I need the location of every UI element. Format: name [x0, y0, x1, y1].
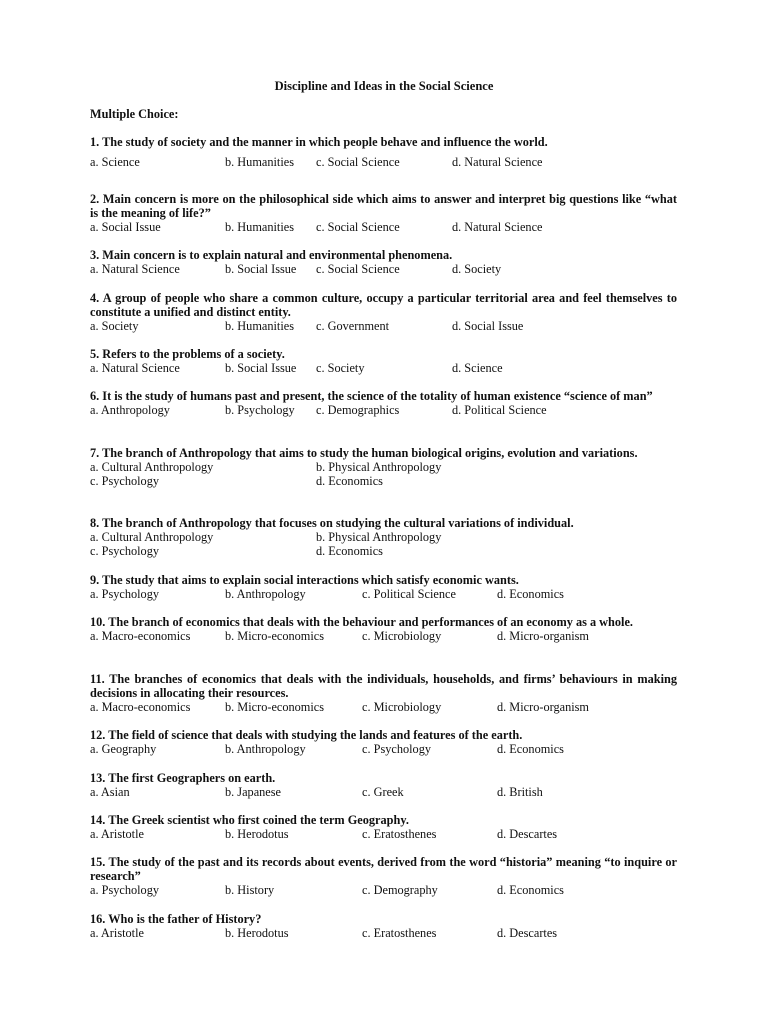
option-b: b. Humanities: [225, 155, 294, 169]
option-b: b. Social Issue: [225, 262, 297, 276]
question-5: [90, 347, 677, 375]
section-heading: Multiple Choice:: [90, 107, 179, 121]
question-stem: 11. The branches of economics that deals with the individuals, households, and firms’ behaviours in making decisions in allocating their resources.: [90, 672, 677, 700]
option-c: c. Eratosthenes: [362, 827, 437, 841]
question-1: [90, 135, 677, 169]
option-a: a. Social Issue: [90, 220, 161, 234]
option-d: d. Economics: [316, 544, 383, 558]
question-13: [90, 771, 677, 799]
question-stem: 5. Refers to the problems of a society.: [90, 347, 285, 361]
options-row: [90, 319, 677, 333]
question-14: [90, 813, 677, 841]
question-9: [90, 573, 677, 601]
question-7: [90, 446, 677, 488]
option-b: b. Humanities: [225, 319, 294, 333]
option-d: d. Descartes: [497, 926, 558, 940]
option-b: b. Micro-economics: [225, 629, 325, 643]
option-b: b. Herodotus: [225, 827, 289, 841]
question-2: [90, 192, 677, 234]
option-b: b. Social Issue: [225, 361, 297, 375]
option-a: a. Macro-economics: [90, 629, 191, 643]
option-c: c. Demographics: [316, 403, 400, 417]
option-a: a. Geography: [90, 742, 157, 756]
option-d: d. Political Science: [452, 403, 547, 417]
option-d: d. Social Issue: [452, 319, 524, 333]
question-16: [90, 912, 677, 940]
options-row: [90, 785, 677, 799]
question-11: [90, 672, 677, 714]
option-a: a. Psychology: [90, 587, 159, 601]
option-b: b. Physical Anthropology: [316, 530, 442, 544]
question-stem: 4. A group of people who share a common culture, occupy a particular territorial area and feel themselves to constitute a unified and distinct entity.: [90, 291, 677, 319]
option-d: d. Micro-organism: [497, 629, 589, 643]
option-d: d. Natural Science: [452, 220, 543, 234]
options-grid: [90, 460, 677, 488]
question-stem: 15. The study of the past and its records about events, derived from the word “historia” meaning “to inquire or research”: [90, 855, 677, 883]
question-stem: 2. Main concern is more on the philosophical side which aims to answer and interpret big questions like “what is the meaning of life?”: [90, 192, 677, 220]
option-c: c. Microbiology: [362, 700, 442, 714]
question-3: [90, 248, 677, 276]
option-d: d. Economics: [497, 587, 564, 601]
question-stem: 7. The branch of Anthropology that aims to study the human biological origins, evolution and variations.: [90, 446, 638, 460]
question-12: [90, 728, 677, 756]
options-row: [90, 827, 677, 841]
option-a: a. Psychology: [90, 883, 159, 897]
options-row: [90, 629, 677, 643]
option-b: b. Psychology: [225, 403, 295, 417]
options-row: [90, 403, 677, 417]
question-stem: 3. Main concern is to explain natural and environmental phenomena.: [90, 248, 453, 262]
option-d: d. Natural Science: [452, 155, 543, 169]
option-b: b. History: [225, 883, 275, 897]
option-a: a. Asian: [90, 785, 130, 799]
document-title: Discipline and Ideas in the Social Science: [274, 79, 494, 93]
option-d: d. Science: [452, 361, 503, 375]
options-row: [90, 587, 677, 601]
option-a: a. Cultural Anthropology: [90, 530, 214, 544]
question-4: [90, 291, 677, 333]
option-c: c. Greek: [362, 785, 404, 799]
options-row: [90, 155, 677, 169]
option-d: d. Economics: [316, 474, 383, 488]
option-a: a. Aristotle: [90, 926, 144, 940]
option-d: d. British: [497, 785, 543, 799]
options-row: [90, 361, 677, 375]
question-stem: 13. The first Geographers on earth.: [90, 771, 276, 785]
question-stem: 16. Who is the father of History?: [90, 912, 262, 926]
option-c: c. Social Science: [316, 220, 400, 234]
options-row: [90, 926, 677, 940]
option-b: b. Physical Anthropology: [316, 460, 442, 474]
option-c: c. Political Science: [362, 587, 456, 601]
options-row: [90, 220, 677, 234]
option-c: c. Psychology: [90, 474, 159, 488]
question-stem: 12. The field of science that deals with studying the lands and features of the earth.: [90, 728, 523, 742]
option-c: c. Psychology: [90, 544, 159, 558]
option-a: a. Aristotle: [90, 827, 144, 841]
option-c: c. Government: [316, 319, 390, 333]
option-d: d. Society: [452, 262, 502, 276]
options-row: [90, 883, 677, 897]
question-8: [90, 516, 677, 558]
option-b: b. Micro-economics: [225, 700, 325, 714]
option-b: b. Japanese: [225, 785, 281, 799]
option-c: c. Psychology: [362, 742, 431, 756]
option-d: d. Economics: [497, 883, 564, 897]
option-b: b. Anthropology: [225, 587, 306, 601]
option-c: c. Demography: [362, 883, 438, 897]
option-c: c. Social Science: [316, 262, 400, 276]
question-stem: 14. The Greek scientist who first coined the term Geography.: [90, 813, 409, 827]
option-a: a. Macro-economics: [90, 700, 191, 714]
options-row: [90, 262, 677, 276]
options-row: [90, 742, 677, 756]
option-c: c. Microbiology: [362, 629, 442, 643]
question-6: [90, 389, 677, 417]
question-15: [90, 855, 677, 897]
option-c: c. Social Science: [316, 155, 400, 169]
question-10: [90, 615, 677, 643]
option-a: a. Anthropology: [90, 403, 170, 417]
option-d: d. Micro-organism: [497, 700, 589, 714]
options-row: [90, 700, 677, 714]
question-stem: 9. The study that aims to explain social interactions which satisfy economic wants.: [90, 573, 519, 587]
option-a: a. Cultural Anthropology: [90, 460, 214, 474]
option-a: a. Science: [90, 155, 140, 169]
option-d: d. Descartes: [497, 827, 558, 841]
option-a: a. Natural Science: [90, 262, 180, 276]
option-b: b. Anthropology: [225, 742, 306, 756]
option-a: a. Society: [90, 319, 139, 333]
option-b: b. Herodotus: [225, 926, 289, 940]
option-b: b. Humanities: [225, 220, 294, 234]
question-stem: 1. The study of society and the manner in which people behave and influence the world.: [90, 135, 548, 149]
option-c: c. Society: [316, 361, 365, 375]
option-c: c. Eratosthenes: [362, 926, 437, 940]
option-d: d. Economics: [497, 742, 564, 756]
options-grid: [90, 530, 677, 558]
option-a: a. Natural Science: [90, 361, 180, 375]
question-stem: 10. The branch of economics that deals with the behaviour and performances of an economy as a whole.: [90, 615, 633, 629]
question-stem: 8. The branch of Anthropology that focuses on studying the cultural variations of individual.: [90, 516, 574, 530]
question-stem: 6. It is the study of humans past and present, the science of the totality of human existence “science of man”: [90, 389, 653, 403]
